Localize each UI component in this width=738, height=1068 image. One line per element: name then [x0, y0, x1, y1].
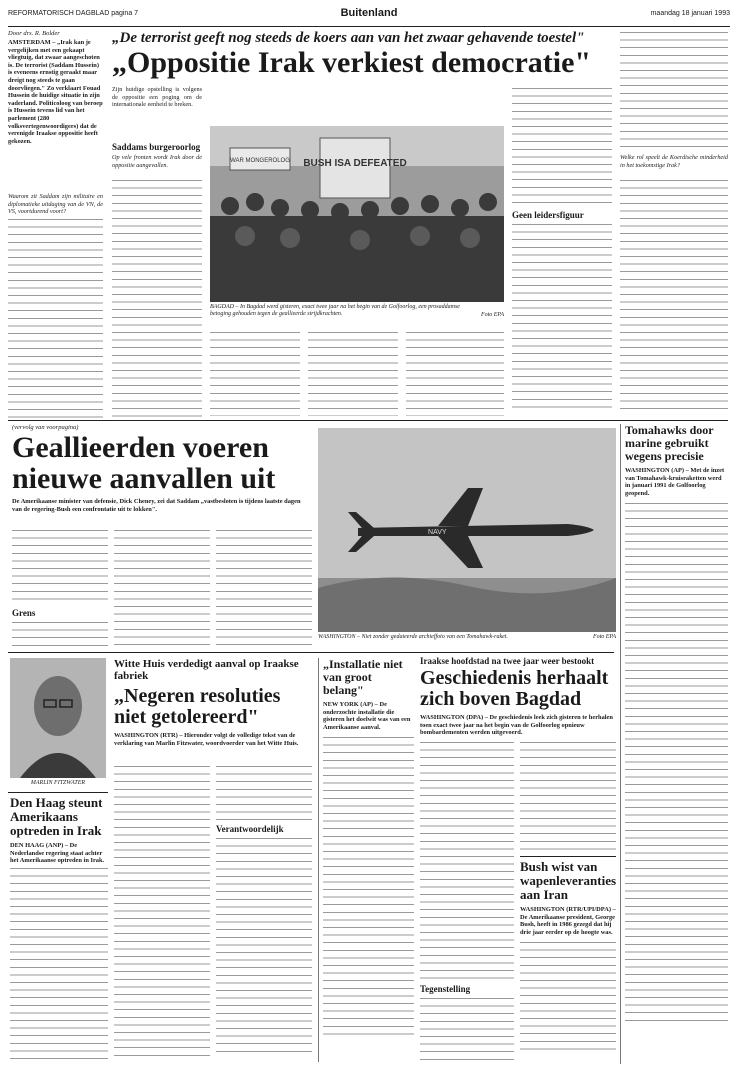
- body-text: [520, 940, 616, 1050]
- bagdad-lead: WASHINGTON (DPA) – De geschiedenis leek zich gisteren te herhalen toen exact twee jaar na het begin van de Golfoorlog opnieuw bombardementen werden uitgevoerd.: [420, 714, 613, 737]
- side-lead: WASHINGTON (AP) – Met de inzet van Tomahawk-kruisraketten werd in januari 1991 de Golfoorlog geopend.: [625, 467, 725, 497]
- main-headline-line-1: Geallieerden voeren: [12, 431, 269, 464]
- photo-caption: [210, 304, 480, 318]
- install-headline: „Installatie niet van groot belang": [323, 657, 403, 697]
- body-text: [520, 740, 616, 852]
- witte-kicker: Witte Huis verdedigt aanval op Iraakse fabriek: [114, 658, 299, 682]
- witte-huis-article: [114, 658, 312, 747]
- body-text: [625, 501, 728, 1021]
- main-column-1: [12, 528, 108, 646]
- body-text: [8, 217, 103, 423]
- header-date: maandag 18 januari 1993: [650, 10, 730, 17]
- header-left: REFORMATORISCH DAGBLAD pagina 7: [8, 10, 139, 17]
- photo-caption-text: BAGDAD – In Bagdad werd gisteren, exact twee jaar na het begin van de Golfoorlog, een prosaddamse betoging gehouden tegen de geallieerde strijdkrachten.: [210, 304, 460, 317]
- protest-sign-text: BUSH ISA DEFEATED: [303, 158, 407, 169]
- witte-lead: WASHINGTON (RTR) – Hieronder volgt de volledige tekst van de verklaring van Marlin Fitzwater, woordvoerder van het Witte Huis.: [114, 732, 299, 747]
- article-column-1: [112, 86, 202, 416]
- denhaag-headline: Den Haag steunt Amerikaans optreden in Irak: [10, 795, 103, 838]
- body-text: [620, 178, 728, 414]
- installatie-article: [318, 658, 414, 1062]
- subhead: Geen leidersfiguur: [512, 210, 584, 220]
- body-text: [112, 178, 202, 418]
- bush-headline: Bush wist van wapenleveranties aan Iran: [520, 859, 617, 902]
- demonstration-photo: [210, 126, 504, 302]
- body-text: [216, 764, 312, 820]
- side-headline: Tomahawks door marine gebruikt wegens precisie: [625, 423, 714, 463]
- missile-caption: WASHINGTON – Niet zonder gedateerde archieffoto van een Tomahawk-raket.: [318, 634, 508, 640]
- question: Welke rol speelt de Koerdische minderheid in het toekomstige Irak?: [620, 154, 728, 169]
- denhaag-lead: DEN HAAG (ANP) – De Nederlandse regering staat achter het Amerikaanse optreden in Irak.: [10, 842, 105, 865]
- bagdad-kicker: Iraakse hoofdstad na twee jaar weer bestookt: [420, 656, 595, 666]
- interview-question: Waarom zit Saddam zijn militaire en diplomatieke uitdaging van de VN, de VS, voortdurend voort?: [8, 193, 103, 215]
- body-text: [10, 866, 108, 1062]
- body-text: [420, 740, 514, 980]
- body-text: [323, 735, 414, 1035]
- body-text: [620, 30, 728, 150]
- fitzwater-caption: MARLIN FITZWATER: [30, 780, 86, 786]
- question: Op vele fronten wordt Irak door de oppositie aangevallen.: [112, 154, 202, 169]
- protest-sign-text-2: WAR MONGEROLOG: [230, 158, 290, 164]
- body-text: [406, 330, 504, 416]
- body-text: [512, 222, 612, 412]
- divider: [8, 420, 728, 421]
- divider: [8, 792, 108, 793]
- body-text: [308, 330, 398, 416]
- witte-headline: „Negeren resoluties niet getolereerd": [114, 685, 281, 728]
- main-lead: De Amerikaanse minister van defensie, Dick Cheney, zei dat Saddam „vastbesloten is tijdens laatste dagen van de regering-Bush een confrontatie uit te lokken".: [12, 498, 301, 513]
- article-kicker: „De terrorist geeft nog steeds de koers aan van het zwaar gehavende toestel": [112, 30, 585, 46]
- subhead: Tegenstelling: [420, 984, 471, 994]
- divider: [520, 856, 616, 857]
- intro-text: Zijn huidige opstelling is volgens de oppositie een poging om de internationale eenheid te breken.: [112, 86, 202, 109]
- interview-column: [8, 30, 103, 418]
- subhead: Verantwoordelijk: [216, 824, 284, 834]
- bagdad-column-1: [420, 740, 514, 1062]
- missile-credit: Foto EPA: [592, 634, 616, 640]
- article-headline: „Oppositie Irak verkiest democratie": [112, 46, 592, 79]
- main-headline-line-2: nieuwe aanvallen uit: [12, 462, 276, 495]
- bush-lead: WASHINGTON (RTR/UPI/DPA) – De Amerikaanse president, George Bush, heeft in 1986 gezegd dat hij drie jaar eerder op de hoogte was.: [520, 906, 616, 936]
- bush-article: [520, 860, 616, 1050]
- main-byline: (vervolg van voorpagina): [12, 424, 79, 431]
- body-text: [12, 620, 108, 646]
- body-text: [216, 836, 312, 1058]
- article-column-5: [512, 86, 612, 416]
- subhead: Saddams burgeroorlog: [112, 142, 201, 152]
- side-article: [620, 424, 728, 1064]
- byline: Door drs. R. Bolder: [8, 30, 60, 37]
- subhead: Grens: [12, 608, 36, 618]
- page-header: [8, 6, 730, 27]
- body-text: [210, 330, 300, 416]
- body-text: [12, 528, 108, 606]
- missile-label: NAVY: [428, 529, 447, 536]
- body-text: [114, 764, 210, 1062]
- body-text: [512, 86, 612, 206]
- photo-credit: Foto EPA: [480, 312, 504, 318]
- body-text: [114, 528, 210, 646]
- witte-column-2: [216, 764, 312, 1062]
- article-column-6: [620, 30, 728, 416]
- bagdad-article: [420, 656, 616, 737]
- divider: [8, 652, 614, 653]
- main-headline: [12, 432, 312, 494]
- body-text: [216, 528, 312, 646]
- section-title: Buitenland: [340, 7, 398, 19]
- interview-lead: AMSTERDAM – „Irak kan je vergelijken met een gekaapt vliegtuig, dat zwaar aangeschoten is. De terrorist (Saddam Hussein) is eveneens ernstig geraakt maar dreigt nog steeds te gaan doorvliegen." Zo verklaart Fouad Hussein de huidige situatie in zijn vaderland. Politicoloog van beroep is Hussein tevens lid van het parlement (280 volksvertegenwoordigers) dat de verenigde Iraakse oppositie heeft gekozen.: [8, 39, 103, 145]
- tomahawk-photo: [318, 428, 616, 632]
- body-text: [420, 996, 514, 1060]
- install-lead: NEW YORK (AP) – De onderzochte installatie die gisteren het doelwit was van een Amerikaanse aanval.: [323, 701, 411, 731]
- fitzwater-photo: [10, 658, 106, 778]
- bagdad-headline: Geschiedenis herhaalt zich boven Bagdad: [420, 667, 609, 710]
